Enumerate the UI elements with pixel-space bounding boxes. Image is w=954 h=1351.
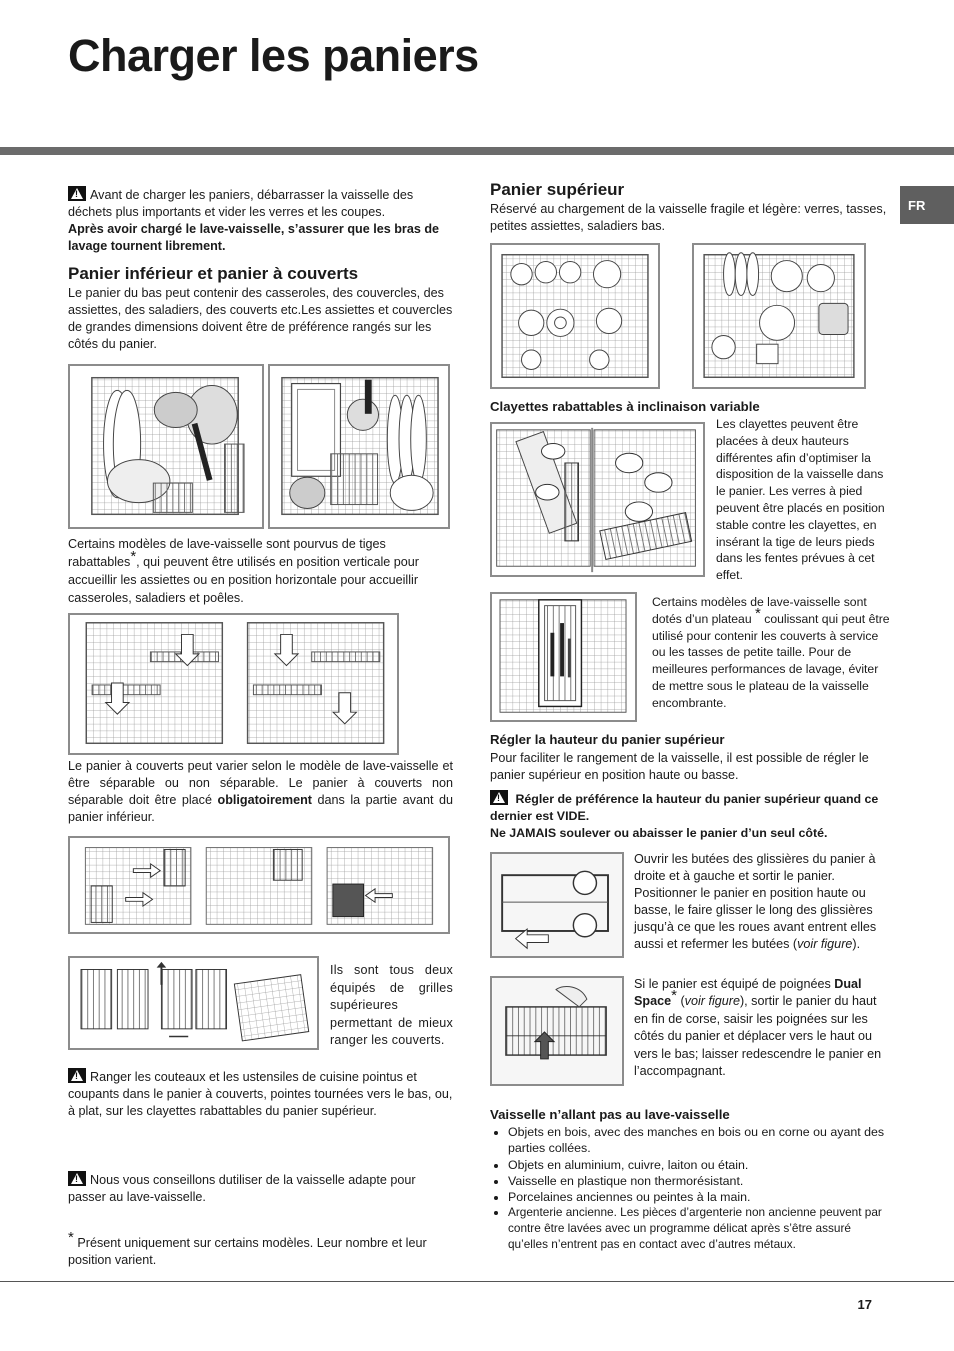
list-item: • Objets en aluminium, cuivre, laiton ou étain. xyxy=(508,1157,890,1173)
cutlery-basket-illustration xyxy=(68,836,450,934)
lower-basket-illustration-1 xyxy=(68,364,264,529)
upper-basket-text: Réservé au chargement de la vaisselle fragile et légère: verres, tasses, petites assiettes, saladiers bas. xyxy=(490,202,887,233)
not-dishwasher-title: Vaisselle n’allant pas au lave-vaisselle xyxy=(490,1107,730,1122)
dual-space-illustration xyxy=(490,976,624,1086)
lower-basket-text: Le panier du bas peut contenir des casseroles, des couvercles, des assiettes, des saladiers, des couverts etc.Les assiettes et couvercles de grandes dimensions doivent être de préférence rangés sur les côtés du panier. xyxy=(68,286,453,351)
shelves-illustration xyxy=(490,422,705,577)
page-number: 17 xyxy=(857,1297,872,1312)
header-rule xyxy=(0,147,954,155)
list-item: • Argenterie ancienne. Les pièces d’argenterie non ancienne peuvent par contre être lavées avec un programme délicat après s’être assuré qu’elles n’entrent pas en contact avec d’autres métaux. xyxy=(508,1205,890,1252)
upper-basket-illustration-1 xyxy=(490,243,660,389)
height-warning-block xyxy=(490,790,900,842)
height-text: Pour faciliter le rangement de la vaisselle, il est possible de régler le panier supérieur en position haute ou basse. xyxy=(490,751,869,782)
cutlery-grid-illustration xyxy=(68,956,319,1050)
language-tab[interactable]: FR xyxy=(900,186,954,224)
page-title: Charger les paniers xyxy=(68,30,479,81)
intro-text: Avant de charger les paniers, débarrasser la vaisselle des déchets plus importants et vider les verres et les coupes. xyxy=(68,188,414,219)
tines-text-a: Certains modèles de lave-vaisselle sont pourvus de tiges rabattables xyxy=(68,537,386,569)
cutlery-text-a: Le panier à couverts peut varier selon le modèle de lave-vaisselle et être séparable ou non séparable. Le panier à couverts non séparable doit être placé xyxy=(68,759,453,807)
not-dishwasher-list-block xyxy=(490,1124,890,1252)
knives-text: Ranger les couteaux et les ustensiles de cuisine pointus et coupants dans le panier à couverts, pointes tournées vers le bas, ou, à plat, sur les clayettes rabattables du panier supérieur. xyxy=(68,1070,453,1118)
tray-text-b: coulissant qui peut être utilisé pour contenir les couverts à service ou les tasses de petite taille. Pour de meilleures performances de lavage, éviter de mettre sous le plateau de la vaisselle encombrante. xyxy=(652,611,890,710)
slide-text-a: Ouvrir les butées des glissières du panier à droite et à gauche et sortir le panier. Positionner le panier en position haute ou basse, le faire glisser le long des glissières jusqu’à ce que les roues avant entrent elles aussi et refermer les butées ( xyxy=(634,852,877,951)
list-item: • Objets en bois, avec des manches en bois ou en corne ou ayant des parties collées. xyxy=(508,1124,890,1157)
grids-text: Ils sont tous deux équipés de grilles supérieures permettant de mieux ranger les couverts. xyxy=(330,963,453,1048)
lower-basket-title: Panier inférieur et panier à couverts xyxy=(68,264,359,283)
warning-icon xyxy=(68,1068,86,1083)
intro-bold-text: Après avoir chargé le lave-vaisselle, s’assurer que les bras de lavage tournent librement. xyxy=(68,222,440,253)
height-warning-1: Régler de préférence la hauteur du panier supérieur quand ce dernier est VIDE. xyxy=(490,792,879,823)
dual-space-text xyxy=(634,976,892,1080)
rail-stop-text xyxy=(634,851,892,953)
intro-block xyxy=(68,186,453,255)
advice-block xyxy=(68,1171,453,1206)
shelves-title: Clayettes rabattables à inclinaison variable xyxy=(490,399,760,414)
list-item: • Porcelaines anciennes ou peintes à la main. xyxy=(508,1189,890,1205)
footnote-asterisk: * xyxy=(671,987,677,1005)
dual-text-c: ), sortir le panier du haut en fin de corse, saisir les poignées sur les côtés du panier et déplacer vers le haut ou vers le bas; laisser redescendre le panier en l’accompagnant. xyxy=(634,994,882,1079)
sliding-tray-text xyxy=(652,594,894,712)
rail-stop-illustration xyxy=(490,852,624,958)
knives-block xyxy=(68,1068,453,1120)
voir-figure-link: voir figure xyxy=(684,994,740,1009)
tray-text-a: Certains modèles de lave-vaisselle sont dotés d’un plateau xyxy=(652,595,867,626)
warning-icon xyxy=(68,1171,86,1186)
height-title: Régler la hauteur du panier supérieur xyxy=(490,732,725,747)
cutlery-text-b: dans la partie avant du panier inférieur. xyxy=(68,793,453,824)
height-warning-2: Ne JAMAIS soulever ou abaisser le panier d’un seul côté. xyxy=(490,826,828,840)
dual-text-b: ( xyxy=(676,994,685,1009)
not-dishwasher-list xyxy=(490,1124,890,1252)
dual-text-a: Si le panier est équipé de poignées xyxy=(634,977,835,991)
footnote-asterisk: * xyxy=(130,547,137,565)
list-item: • Vaisselle en plastique non thermorésistant. xyxy=(508,1173,890,1189)
footnote-block xyxy=(68,1228,453,1269)
footnote-text: Présent uniquement sur certains modèles. Leur nombre et leur position varient. xyxy=(68,1236,427,1267)
foldable-tines-illustration xyxy=(68,613,399,755)
cutlery-bold-text: obligatoirement xyxy=(217,793,312,807)
warning-icon xyxy=(490,790,508,805)
footnote-asterisk: * xyxy=(68,1228,74,1246)
tines-text-b: , qui peuvent être utilisés en position verticale pour accueillir les assiettes ou en position horizontale pour accueillir casseroles, saladiers et poêles. xyxy=(68,555,419,605)
advice-text: Nous vous conseillons dutiliser de la vaisselle adapte pour passer au lave-vaisselle. xyxy=(68,1173,416,1204)
sliding-tray-illustration xyxy=(490,592,637,722)
cutlery-basket-text xyxy=(68,758,453,826)
slide-text-b: ). xyxy=(852,937,861,951)
shelves-text: Les clayettes peuvent être placées à deux hauteurs différentes afin d’optimiser la disposition de la vaisselle dans le panier. Les verres à pied peuvent être placés en position stable contre les clayettes, en insérant la tige de leurs pieds dans les fentes prévues à cet effet. xyxy=(716,417,885,583)
tines-text xyxy=(68,535,453,607)
voir-figure-link: voir figure xyxy=(797,937,853,951)
upper-basket-illustration-2 xyxy=(692,243,866,389)
dual-space-bold: Dual Space xyxy=(634,977,862,1009)
footnote-asterisk: * xyxy=(755,604,761,622)
warning-icon xyxy=(68,186,86,201)
lower-basket-illustration-2 xyxy=(268,364,450,529)
upper-basket-title: Panier supérieur xyxy=(490,180,625,199)
footer-rule xyxy=(0,1281,954,1282)
